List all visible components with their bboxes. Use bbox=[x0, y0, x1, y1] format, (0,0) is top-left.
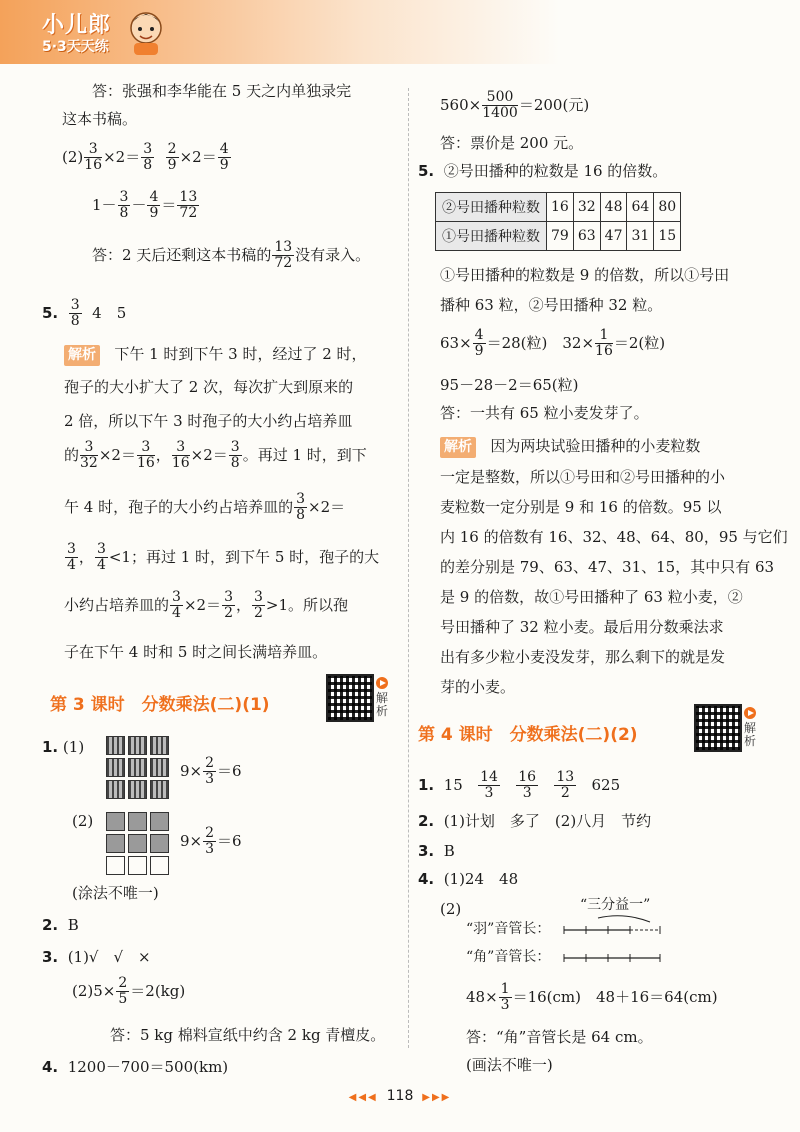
table-cell: 64 bbox=[627, 193, 654, 222]
question-3: 3. B bbox=[418, 842, 455, 860]
explanation-line: 的 $\frac{3}{32}$ ×2＝ $\frac{3}{16}$ ， $\frac{3}{16}$ ×2＝ $\frac{3}{8}$ 。再过 1 时，到下 bbox=[64, 439, 367, 472]
table-cell: 15 bbox=[654, 222, 681, 251]
qr-code-icon[interactable] bbox=[326, 674, 374, 722]
prev-arrows-icon: ◀◀◀ bbox=[348, 1092, 378, 1103]
diagram-caption: “三分益一” bbox=[580, 897, 651, 913]
answer-line: 答：一共有 65 粒小麦发芽了。 bbox=[440, 404, 649, 422]
note: (画法不唯一) bbox=[466, 1056, 553, 1074]
brand-series: 5·3天天练 bbox=[42, 39, 109, 55]
note: (涂法不唯一) bbox=[72, 884, 159, 902]
play-icon bbox=[744, 707, 756, 719]
question-5: 5. ②号田播种的粒数是 16 的倍数。 bbox=[418, 162, 668, 180]
table-cell: 63 bbox=[573, 222, 600, 251]
explanation-line: 子在下午 4 时和 5 时之间长满培养皿。 bbox=[64, 643, 328, 661]
play-icon bbox=[376, 677, 388, 689]
formula-line: 9× $\frac{2}{3}$ ＝6 bbox=[180, 755, 242, 788]
answer-line: 答：5 kg 棉料宣纸中约含 2 kg 青檀皮。 bbox=[110, 1026, 386, 1044]
explanation-line: 内 16 的倍数有 16、32、48、64、80，95 与它们 bbox=[440, 528, 788, 546]
q1-label: 1. (1) bbox=[42, 738, 85, 756]
explanation-line: 一定是整数，所以①号田和②号田播种的小 bbox=[440, 468, 726, 486]
analysis-tag: 解析 bbox=[440, 437, 476, 458]
explanation-line: $\frac{3}{4}$ ， $\frac{3}{4}$ <1；再过 1 时，到下午 5 时，孢子的大 bbox=[67, 541, 380, 574]
question-1: 1. 15 $\frac{14}{3}$ $\frac{16}{3}$ $\frac{13}{2}$ 625 bbox=[418, 769, 621, 802]
question-5: 5. $\frac{3}{8}$ 4 5 bbox=[42, 297, 127, 330]
question-2: 2. (1)计划 多了 (2)八月 节约 bbox=[418, 812, 652, 830]
table-cell: 80 bbox=[654, 193, 681, 222]
explanation-line: 号田播种了 32 粒小麦。最后用分数乘法求 bbox=[440, 618, 724, 636]
shaded-grid-2 bbox=[106, 812, 169, 875]
explanation-line: 孢子的大小扩大了 2 次，每次扩大到原来的 bbox=[64, 378, 354, 396]
formula-line: 95－28－2＝65(粒) bbox=[440, 376, 579, 394]
table-cell: 16 bbox=[547, 193, 574, 222]
qr-code-icon[interactable] bbox=[694, 704, 742, 752]
brand-name: 小儿郎 bbox=[42, 13, 112, 38]
table-cell: 48 bbox=[600, 193, 627, 222]
explanation-line: 解析 下午 1 时到下午 3 时，经过了 2 时， bbox=[64, 345, 367, 366]
formula-line: 9× $\frac{2}{3}$ ＝6 bbox=[180, 825, 242, 858]
question-2: 2. B bbox=[42, 916, 79, 934]
question-4: 4. (1)24 48 bbox=[418, 870, 519, 888]
explanation-line: 2 倍，所以下午 3 时孢子的大小约占培养皿 bbox=[64, 412, 353, 430]
seed-count-table bbox=[435, 192, 681, 251]
segment-diagram bbox=[560, 910, 680, 970]
table-cell: 79 bbox=[547, 222, 574, 251]
qr-label: 解析 bbox=[744, 721, 757, 748]
question-4: 4. 1200－700＝500(km) bbox=[42, 1058, 229, 1076]
explanation-line: 麦粒数一定分别是 9 和 16 的倍数。95 以 bbox=[440, 498, 722, 516]
shaded-grid-1 bbox=[106, 736, 169, 799]
explanation-line: 是 9 的倍数，故①号田播种了 63 粒小麦，② bbox=[440, 588, 743, 606]
answer-line: 这本书稿。 bbox=[62, 110, 138, 128]
explanation-line: 芽的小麦。 bbox=[440, 678, 516, 696]
formula-line: 1－ $\frac{3}{8}$ － $\frac{4}{9}$ ＝ $\frac{13}{72}$ bbox=[92, 189, 198, 222]
formula-line: 63× $\frac{4}{9}$ ＝28(粒) 32× $\frac{1}{16}$ ＝2(粒) bbox=[440, 327, 666, 360]
q1b-label: (2) bbox=[72, 812, 94, 830]
mascot-icon bbox=[126, 8, 166, 56]
next-arrows-icon: ▶▶▶ bbox=[422, 1092, 452, 1103]
answer-line: ①号田播种的粒数是 9 的倍数，所以①号田 bbox=[440, 266, 730, 284]
formula-line: 560× $\frac{500}{1400}$ ＝200(元) bbox=[440, 89, 590, 122]
analysis-tag: 解析 bbox=[64, 345, 100, 366]
question-3: 3. (1)√ √ × bbox=[42, 948, 151, 966]
table-row-head: ②号田播种粒数 bbox=[436, 193, 547, 222]
explanation-line: 解析 因为两块试验田播种的小麦粒数 bbox=[440, 437, 700, 458]
answer-line: 答：票价是 200 元。 bbox=[440, 134, 584, 152]
table-cell: 31 bbox=[627, 222, 654, 251]
explanation-line: 午 4 时，孢子的大小约占培养皿的 $\frac{3}{8}$ ×2＝ bbox=[64, 491, 346, 524]
page-footer bbox=[0, 1088, 800, 1104]
table-cell: 47 bbox=[600, 222, 627, 251]
explanation-line: 出有多少粒小麦没发芽，那么剩下的就是发 bbox=[440, 648, 726, 666]
column-divider bbox=[408, 88, 409, 1048]
answer-line: 播种 63 粒，②号田播种 32 粒。 bbox=[440, 296, 663, 314]
table-row-head: ①号田播种粒数 bbox=[436, 222, 547, 251]
answer-line: 答：2 天后还剩这本书稿的 $\frac{13}{72}$ 没有录入。 bbox=[92, 239, 371, 272]
diagram-label-yu: “羽”音管长： bbox=[466, 921, 551, 937]
formula-line: (2) $\frac{3}{16}$ ×2＝ $\frac{3}{8}$ $\frac{2}{9}$ ×2＝ $\frac{4}{9}$ bbox=[62, 141, 229, 174]
qr-label: 解析 bbox=[376, 691, 389, 718]
explanation-line: 的差分别是 79、63、47、31、15，其中只有 63 bbox=[440, 558, 775, 576]
brand-logo bbox=[40, 8, 170, 60]
formula-line: (2)5× $\frac{2}{5}$ ＝2(kg) bbox=[72, 975, 186, 1008]
diagram-label-jue: “角”音管长： bbox=[466, 949, 551, 965]
lesson-4-title: 第 4 课时 分数乘法(二)(2) bbox=[418, 725, 638, 745]
q4b-label: (2) bbox=[440, 900, 462, 918]
answer-line: 答：“角”音管长是 64 cm。 bbox=[466, 1028, 653, 1046]
explanation-line: 小约占培养皿的 $\frac{3}{4}$ ×2＝ $\frac{3}{2}$ ， $\frac{3}{2}$ >1。所以孢 bbox=[64, 589, 349, 622]
page-number: 118 bbox=[386, 1088, 414, 1104]
formula-line: 48× $\frac{1}{3}$ ＝16(cm) 48＋16＝64(cm) bbox=[466, 981, 718, 1014]
table-cell: 32 bbox=[573, 193, 600, 222]
lesson-3-title: 第 3 课时 分数乘法(二)(1) bbox=[50, 695, 270, 715]
answer-line: 答：张强和李华能在 5 天之内单独录完 bbox=[92, 82, 352, 100]
